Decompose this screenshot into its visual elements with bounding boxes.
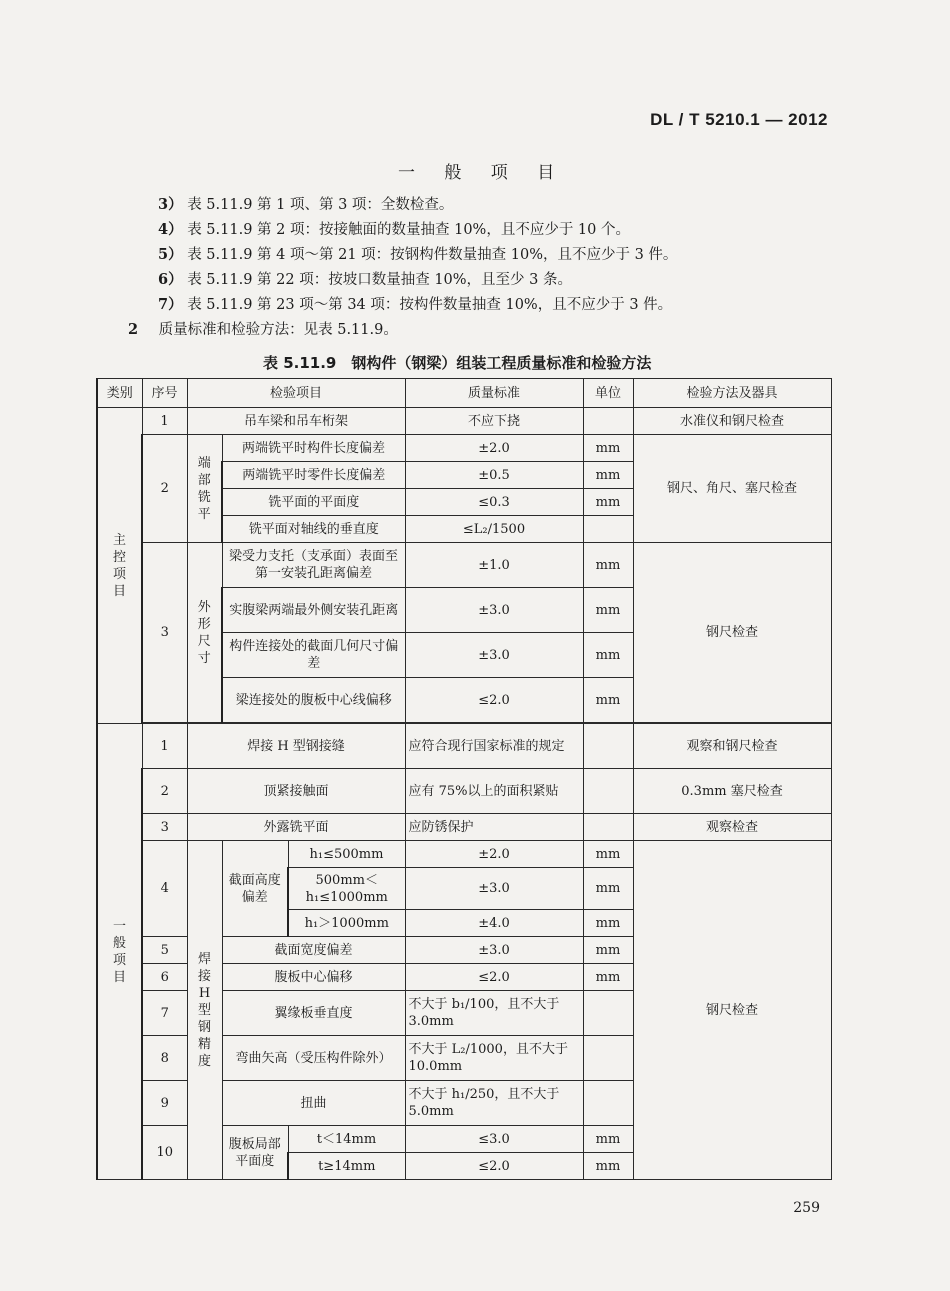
seq-cell: 8 (142, 1036, 187, 1081)
unit-cell: mm (583, 678, 633, 723)
unit-cell (583, 1036, 633, 1081)
standard-cell: ±3.0 (405, 868, 583, 910)
item-cell: 构件连接处的截面几何尺寸偏差 (222, 633, 405, 678)
item-cell: 截面高度偏差 (222, 841, 288, 937)
list-item (158, 243, 677, 264)
item-cell: 扭曲 (222, 1081, 405, 1126)
unit-cell: mm (583, 543, 633, 588)
method-cell: 0.3mm 塞尺检查 (633, 769, 831, 814)
seq-cell: 3 (142, 814, 187, 841)
weld-group-cell: 焊 接 H 型 钢 精 度 (187, 841, 222, 1180)
unit-cell: mm (583, 489, 633, 516)
seq-cell: 1 (142, 724, 187, 769)
list-item (158, 218, 630, 239)
unit-cell: mm (583, 633, 633, 678)
condition-cell: t≥14mm (288, 1153, 405, 1180)
standard-cell: ±2.0 (405, 841, 583, 868)
seq-cell: 3 (142, 543, 187, 723)
item-number: 6） (158, 271, 183, 288)
list-item (158, 293, 672, 314)
standard-cell: 不大于 L₂/1000，且不大于 10.0mm (405, 1036, 583, 1081)
seq-cell: 2 (142, 769, 187, 814)
standard-cell: ±0.5 (405, 462, 583, 489)
unit-cell: mm (583, 964, 633, 991)
item-cell: 截面宽度偏差 (222, 937, 405, 964)
quality-standard-table (96, 378, 832, 1180)
unit-cell: mm (583, 910, 633, 937)
unit-cell: mm (583, 435, 633, 462)
unit-cell (583, 724, 633, 769)
unit-cell: mm (583, 937, 633, 964)
table-row (97, 435, 831, 462)
header-item: 检验项目 (187, 379, 405, 408)
item-cell: 两端铣平时构件长度偏差 (222, 435, 405, 462)
unit-cell (583, 991, 633, 1036)
item-cell: 顶紧接触面 (187, 769, 405, 814)
standard-cell: ±1.0 (405, 543, 583, 588)
header-unit: 单位 (583, 379, 633, 408)
unit-cell: mm (583, 841, 633, 868)
item-cell: 外露铣平面 (187, 814, 405, 841)
item-number: 5） (158, 246, 183, 263)
item-text: 表 5.11.9 第 22 项：按坡口数量抽查 10%，且至少 3 条。 (187, 272, 572, 288)
method-cell: 观察和钢尺检查 (633, 724, 831, 769)
item-text: 表 5.11.9 第 23 项～第 34 项：按构件数量抽查 10%，且不应少于 3 件。 (187, 297, 673, 313)
group-cell: 端 部 铣 平 (187, 435, 222, 543)
item-cell: 腹板中心偏移 (222, 964, 405, 991)
standard-cell: 应防锈保护 (405, 814, 583, 841)
item-number: 7） (158, 296, 183, 313)
standard-cell: ±3.0 (405, 937, 583, 964)
item-cell: 两端铣平时零件长度偏差 (222, 462, 405, 489)
header-seq: 序号 (142, 379, 187, 408)
method-cell: 钢尺检查 (633, 543, 831, 723)
item-text: 表 5.11.9 第 1 项、第 3 项：全数检查。 (187, 197, 454, 213)
method-cell: 钢尺、角尺、塞尺检查 (633, 435, 831, 543)
standard-cell: 不大于 b₁/100，且不大于 3.0mm (405, 991, 583, 1036)
table-row (97, 724, 831, 769)
unit-cell (583, 814, 633, 841)
clause (128, 318, 398, 339)
item-text: 表 5.11.9 第 4 项～第 21 项：按钢构件数量抽查 10%，且不应少于 3 件。 (187, 247, 678, 263)
item-number: 4） (158, 221, 183, 238)
standard-cell: 应有 75%以上的面积紧贴 (405, 769, 583, 814)
category-main: 主 控 项 目 (97, 408, 142, 724)
table-title: 表 5.11.9 钢构件（钢梁）组装工程质量标准和检验方法 (263, 354, 652, 372)
condition-cell: h₁≤500mm (288, 841, 405, 868)
item-cell: 梁连接处的腹板中心线偏移 (222, 678, 405, 723)
standard-cell: ≤2.0 (405, 964, 583, 991)
unit-cell (583, 769, 633, 814)
item-cell: 翼缘板垂直度 (222, 991, 405, 1036)
category-general: 一 般 项 目 (97, 724, 142, 1180)
item-cell: 实腹梁两端最外侧安装孔距离 (222, 588, 405, 633)
condition-cell: h₁＞1000mm (288, 910, 405, 937)
condition-cell: t＜14mm (288, 1126, 405, 1153)
unit-cell: mm (583, 588, 633, 633)
standard-cell: ≤L₂/1500 (405, 516, 583, 543)
method-cell: 水准仪和钢尺检查 (633, 408, 831, 435)
table-header-row (97, 379, 831, 408)
unit-cell: mm (583, 868, 633, 910)
standard-cell: ±3.0 (405, 633, 583, 678)
standard-cell: ±4.0 (405, 910, 583, 937)
standard-cell: 应符合现行国家标准的规定 (405, 724, 583, 769)
document-code: DL / T 5210.1 — 2012 (650, 110, 828, 129)
table-row (97, 543, 831, 588)
item-cell: 铣平面对轴线的垂直度 (222, 516, 405, 543)
seq-cell: 5 (142, 937, 187, 964)
item-cell: 梁受力支托（支承面）表面至第一安装孔距离偏差 (222, 543, 405, 588)
table-row (97, 814, 831, 841)
standard-cell: 不大于 h₁/250，且不大于 5.0mm (405, 1081, 583, 1126)
unit-cell (583, 408, 633, 435)
method-cell: 钢尺检查 (633, 841, 831, 1180)
item-cell: 铣平面的平面度 (222, 489, 405, 516)
standard-cell: ≤3.0 (405, 1126, 583, 1153)
list-item (158, 268, 572, 289)
header-standard: 质量标准 (405, 379, 583, 408)
seq-cell: 10 (142, 1126, 187, 1180)
item-text: 表 5.11.9 第 2 项：按接触面的数量抽查 10%，且不应少于 10 个。 (187, 222, 630, 238)
seq-cell: 7 (142, 991, 187, 1036)
header-category: 类别 (97, 379, 142, 408)
unit-cell (583, 516, 633, 543)
section-title: 一 般 项 目 (398, 163, 567, 183)
unit-cell: mm (583, 462, 633, 489)
list-item (158, 193, 453, 214)
standard-cell: ±3.0 (405, 588, 583, 633)
table-row (97, 408, 831, 435)
group-cell: 外 形 尺 寸 (187, 543, 222, 723)
page-number: 259 (793, 1200, 820, 1216)
unit-cell: mm (583, 1126, 633, 1153)
unit-cell: mm (583, 1153, 633, 1180)
standard-cell: ±2.0 (405, 435, 583, 462)
unit-cell (583, 1081, 633, 1126)
method-cell: 观察检查 (633, 814, 831, 841)
seq-cell: 2 (142, 435, 187, 543)
table-row (97, 841, 831, 868)
item-cell: 吊车梁和吊车桁架 (187, 408, 405, 435)
header-method: 检验方法及器具 (633, 379, 831, 408)
item-cell: 焊接 H 型钢接缝 (187, 724, 405, 769)
table-row (97, 769, 831, 814)
clause-number: 2 (128, 321, 139, 338)
item-number: 3） (158, 196, 183, 213)
seq-cell: 4 (142, 841, 187, 937)
standard-cell: ≤2.0 (405, 1153, 583, 1180)
standard-cell: 不应下挠 (405, 408, 583, 435)
condition-cell: 500mm＜h₁≤1000mm (288, 868, 405, 910)
standard-cell: ≤0.3 (405, 489, 583, 516)
item-cell: 弯曲矢高（受压构件除外） (222, 1036, 405, 1081)
seq-cell: 9 (142, 1081, 187, 1126)
seq-cell: 6 (142, 964, 187, 991)
item-cell: 腹板局部平面度 (222, 1126, 288, 1180)
clause-text: 质量标准和检验方法：见表 5.11.9。 (158, 322, 398, 338)
standard-cell: ≤2.0 (405, 678, 583, 723)
seq-cell: 1 (142, 408, 187, 435)
